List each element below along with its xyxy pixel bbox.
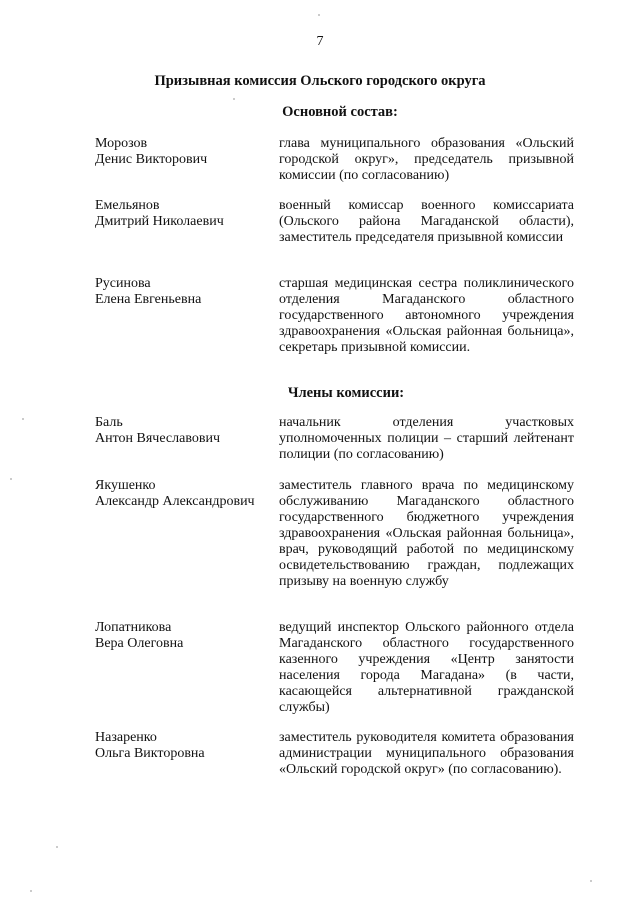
- main-section-heading: Основной состав:: [282, 104, 398, 120]
- member-surname: Баль: [95, 415, 123, 430]
- member-given-name: Денис Викторович: [95, 152, 208, 167]
- member-name: [95, 276, 275, 308]
- member-surname: Емельянов: [95, 198, 160, 213]
- member-name: [95, 478, 275, 510]
- member-given-name: Дмитрий Николаевич: [95, 214, 224, 229]
- member-given-name: Вера Олеговна: [95, 636, 184, 651]
- member-role: начальник отделения участковых уполномоченных полиции – старший лейтенант полиции (по согласованию): [279, 415, 574, 462]
- member-role: старшая медицинская сестра поликлинического отделения Магаданского областного государственного автономного учреждения здравоохранения «Ольская районная больница», секретарь призывной комиссии.: [279, 276, 574, 355]
- scan-speck: [233, 98, 235, 100]
- member-role: военный комиссар военного комиссариата (Ольского района Магаданской области), заместитель председателя призывной комиссии: [279, 198, 574, 245]
- member-role: заместитель главного врача по медицинскому обслуживанию Магаданского областного государственного бюджетного учреждения здравоохранения «Ольская районная больница», врач, руководящий работой по медицинскому освидетельствованию граждан, подлежащих призыву на военную службу: [279, 478, 574, 589]
- member-role: глава муниципального образования «Ольский городской округ», председатель призывной комиссии (по согласованию): [279, 136, 574, 183]
- member-name: [95, 620, 275, 652]
- member-given-name: Антон Вячеславович: [95, 431, 220, 446]
- member-surname: Лопатникова: [95, 620, 172, 635]
- scan-speck: [30, 890, 32, 892]
- member-name: [95, 730, 275, 762]
- scan-speck: [590, 880, 592, 882]
- member-name: [95, 198, 275, 230]
- member-surname: Назаренко: [95, 730, 157, 745]
- scan-speck: [318, 14, 320, 16]
- member-name: [95, 136, 275, 168]
- member-given-name: Ольга Викторовна: [95, 746, 205, 761]
- scan-speck: [10, 478, 12, 480]
- member-name: [95, 415, 275, 447]
- scan-speck: [56, 846, 58, 848]
- scan-speck: [22, 418, 24, 420]
- member-surname: Русинова: [95, 276, 151, 291]
- member-given-name: Александр Александрович: [95, 494, 255, 509]
- member-role: заместитель руководителя комитета образования администрации муниципального образования «Ольский городской округ» (по согласованию).: [279, 730, 574, 777]
- members-section-heading: Члены комиссии:: [287, 385, 405, 401]
- member-surname: Морозов: [95, 136, 148, 151]
- page-number: 7: [316, 34, 324, 49]
- member-role: ведущий инспектор Ольского районного отдела Магаданского областного государственного казенного учреждения «Центр занятости населения города Магадана» (в части, касающейся альтернативной гражданской службы): [279, 620, 574, 715]
- member-surname: Якушенко: [95, 478, 156, 493]
- document-title: Призывная комиссия Ольского городского округа: [154, 73, 486, 89]
- member-given-name: Елена Евгеньевна: [95, 292, 202, 307]
